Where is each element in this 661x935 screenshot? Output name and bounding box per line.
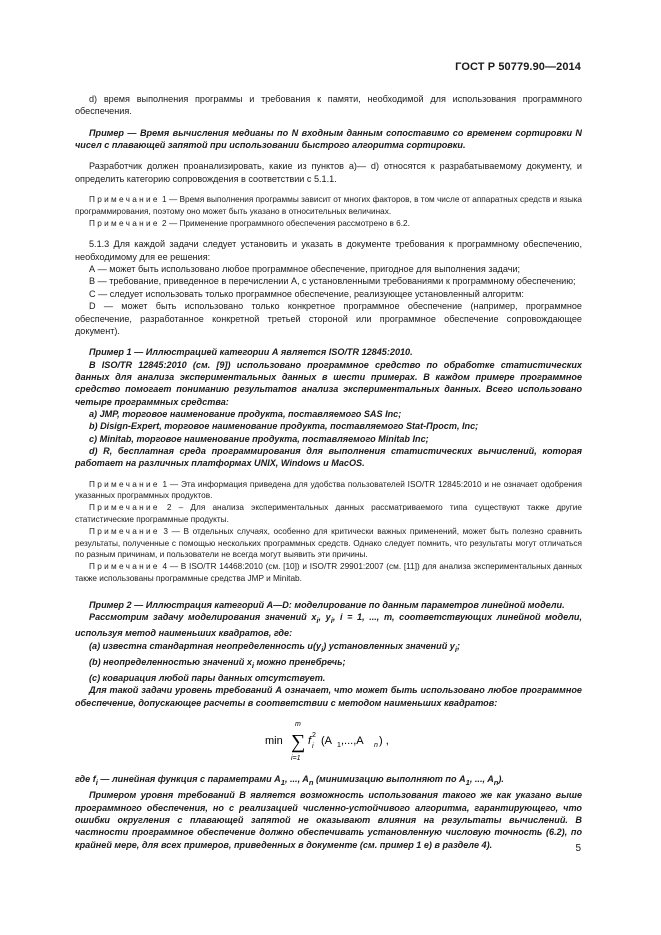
category-d: D — может быть использовано только конкретное программное обеспечение (например, программное обеспечение, разработанное конкретной третьей стороной или программное обеспечение сопровождающее документ). (75, 301, 582, 336)
subscript: n (493, 777, 499, 787)
text-run: (минимизацию выполняют по A (313, 774, 466, 784)
note-1 (75, 194, 582, 218)
subscript: 1 (280, 777, 285, 787)
formula-min: min (265, 735, 283, 747)
formula-func-sub: i (312, 743, 314, 750)
text-run: , y (318, 612, 331, 623)
formula-args-sub1: 1 (337, 742, 341, 749)
note-text: 3 — В отдельных случаях, особенно для критически важных применений, может быть полезно сравнить результаты, полученные с помощью нескольких программных средств. Однако следует помнить, что результаты могут отличаться по разным причинам, и пользователи не всегда могут выявить эти причины. (75, 526, 582, 560)
note-text: 2 — Применение программного обеспечения рассмотрено в 6.2. (159, 218, 410, 228)
formula-args-subn: n (374, 742, 378, 749)
text-run: , ..., A (469, 774, 494, 784)
clause-5-1-3: 5.1.3 Для каждой задачи следует установить и указать в документе требования к программному обеспечению, необходимому для ее решения: (75, 239, 582, 262)
subscript: i (251, 660, 254, 670)
example-note-2 (75, 502, 582, 526)
formula-where (75, 773, 582, 789)
subscript: i (316, 615, 319, 625)
note-label: Примечание (89, 562, 160, 572)
text-run: , ..., A (284, 774, 309, 784)
text-run: ). (498, 774, 504, 784)
example-2-problem (75, 611, 582, 640)
least-squares-formula (75, 717, 582, 765)
example-note-1 (75, 479, 582, 503)
example-1-item-a: a) JMP, торговое наименование продукта, поставляемого SAS Inc; (89, 408, 402, 419)
subscript: 1 (465, 777, 470, 787)
example-1-item-b: b) Disign-Expert, торговое наименование продукта, поставляемого Stat-Просm, Inc; (89, 421, 479, 432)
formula-args-open: (A (321, 735, 332, 747)
note-label: Примечание (89, 195, 160, 205)
note-text: 4 — В ISO/TR 14468:2010 (см. [10]) и ISO/TR 29901:2007 (см. [11]) для анализа экспериментальных данных также использованы программные средства JMP и Minitab. (75, 562, 582, 584)
text-run: ; (456, 640, 461, 651)
text-run: , i = 1, ..., m, соответствующих линейной модели, используя метод наименьших квадратов, где: (75, 612, 582, 639)
text-run: ) установленных значений y (323, 640, 455, 651)
example-median: Пример — Время вычисления медианы по N входным данным сопоставимо со временем сортировки N чисел с плавающей запятой при использовании быстрого алгоритма сортировки. (75, 127, 582, 151)
formula-sum-upper: m (295, 721, 301, 728)
example-1-item-d: d) R, бесплатная среда программирования для выполнения статистических вычислений, которая работает на различных платформах UNIX, Windows и MacOS. (75, 445, 582, 469)
note-text: 1 — Время выполнения программы зависит от многих факторов, в том числе от аппаратных средств и языка программирования, поэтому оно может быть указано в относительных величинах. (75, 195, 582, 216)
example-2-level-a: Для такой задачи уровень требований А означает, что может быть использовано любое программное обеспечение, допускающее расчеты в соответствии с методом наименьших квадратов: (75, 685, 582, 708)
formula-func: f (308, 735, 312, 747)
document-id: ГОСТ Р 50779.90—2014 (455, 61, 581, 73)
text-run: (а) известна стандартная неопределенность u(y (89, 640, 322, 651)
example-2-condition-c: (c) ковариация любой пары данных отсутствует. (89, 672, 326, 683)
subscript: i (95, 777, 98, 787)
formula-args-mid: ,...,A (341, 735, 364, 747)
text-run: Рассмотрим задачу моделирования значений x (89, 612, 317, 623)
text-run: где f (75, 774, 96, 784)
text-run: можно пренебречь; (254, 656, 346, 667)
text-run: (b) неопределенностью значений x (89, 656, 252, 667)
category-a: А — может быть использовано любое программное обеспечение, пригодное для выполнения задачи; (89, 264, 521, 275)
formula-args-close: ) , (379, 735, 389, 747)
example-2-title: Пример 2 — Иллюстрация категорий А—D: моделирование по данным параметров линейной модели. (89, 599, 565, 610)
formula-sum-lower: i=1 (291, 755, 301, 762)
note-label: Примечание (89, 526, 160, 536)
subscript: n (308, 777, 314, 787)
page-number: 5 (575, 843, 581, 854)
example-2-condition-b (75, 656, 582, 672)
example-note-4 (75, 561, 582, 585)
subscript: i (330, 615, 333, 625)
example-2-level-b: Примером уровня требований В является возможность использования такого же как указано выше программного обеспечения, но с реализацией численно-устойчивого алгоритма, гарантирующего, что ошибки округления с плавающей запятой не оказывают влияния на результаты вычислений. В частности программное обеспечение должно обеспечивать установленную числовую точность (6.2), по крайней мере, для всех примеров, приведенных в документе (см. пример 1 е) в разделе 4). (75, 790, 582, 850)
example-1-title: Пример 1 — Иллюстрацией категории А является ISO/TR 12845:2010. (89, 347, 413, 358)
note-2 (75, 218, 582, 230)
example-1-item-c: c) Minitab, торговое наименование продукта, поставляемого Minitab Inc; (89, 433, 429, 444)
note-label: Примечание (89, 503, 160, 513)
subscript: i (454, 644, 457, 654)
paragraph-d: d) время выполнения программы и требования к памяти, необходимой для использования программного обеспечения. (75, 94, 582, 117)
subscript: i (321, 644, 324, 654)
formula-square: 2 (312, 732, 316, 739)
category-b: В — требование, приведенное в перечислении А, с установленными требованиями к программному обеспечению; (89, 276, 576, 287)
formula-graphic (265, 717, 425, 765)
note-label: Примечание (89, 218, 160, 228)
formula-sigma: ∑ (291, 731, 306, 753)
note-text: 2 – Для анализа экспериментальных данных рассматриваемого типа существуют также другие статистические программные продукты. (75, 503, 582, 525)
paragraph-developer: Разработчик должен проанализировать, какие из пунктов а)— d) относятся к разрабатываемому документу, и определить категорию сопровождения в соответствии с 5.1.1. (75, 161, 582, 184)
example-1-body: В ISO/TR 12845:2010 (см. [9]) использовано программное средство по обработке статистических данных для анализа экспериментальных данных в шести примерах. В каждом примере программное средство помогает пониманию результатов анализа экспериментальных данных. Всего использовано четыре программных средства: (75, 359, 582, 407)
example-note-3 (75, 526, 582, 561)
note-label: Примечание (89, 479, 160, 489)
text-run: — линейная функция с параметрами A (97, 774, 281, 784)
note-text: 1 — Эта информация приведена для удобства пользователей ISO/TR 12845:2010 и не означает одобрения указанных программных продуктов. (75, 479, 582, 501)
example-2-condition-a (75, 640, 582, 656)
page-body (75, 93, 582, 851)
category-c: С — следует использовать только программное обеспечение, реализующее установленный алгоритм: (89, 288, 524, 299)
